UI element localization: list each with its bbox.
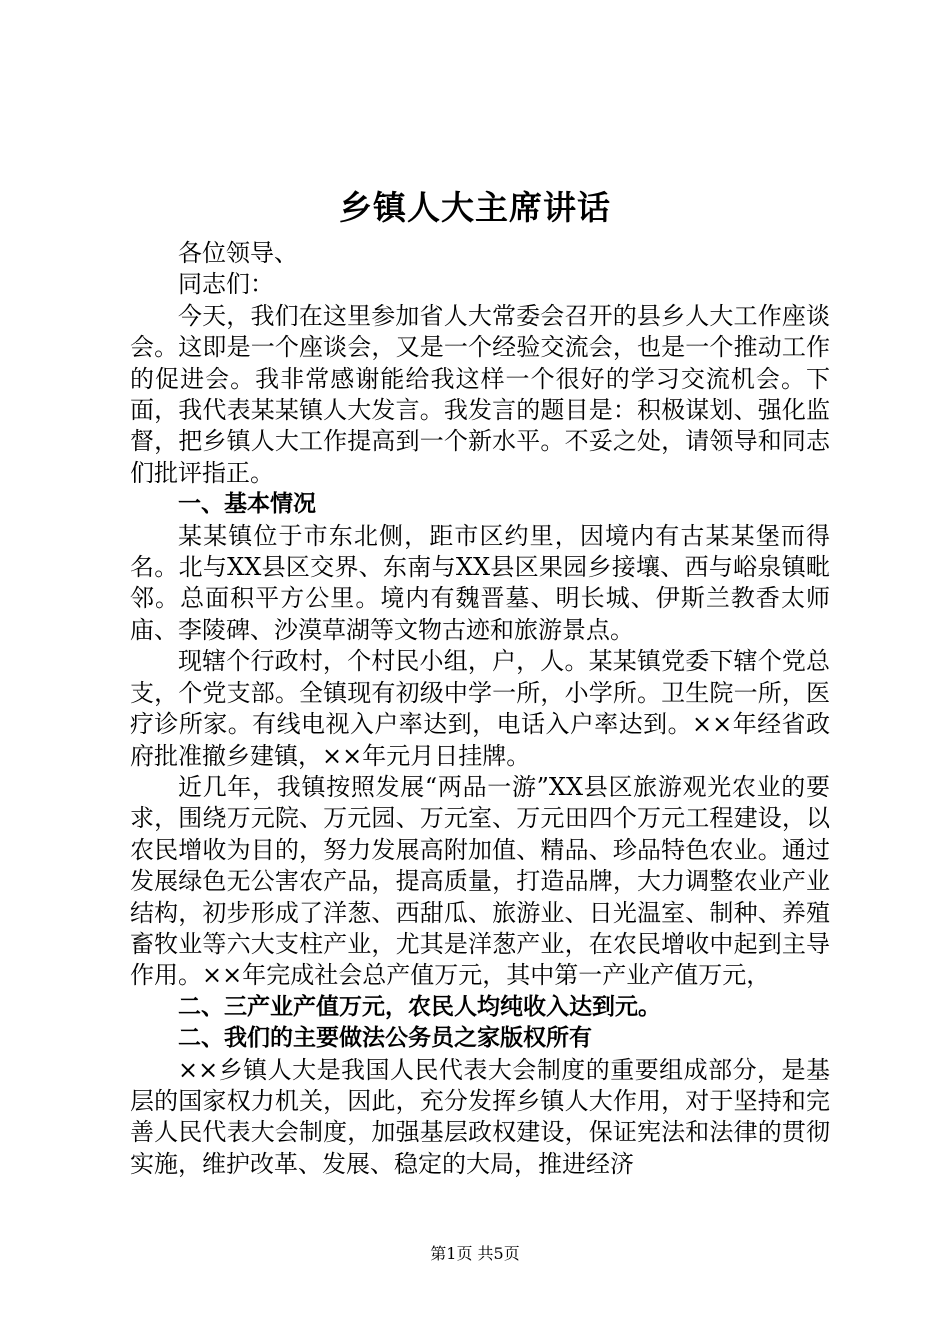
page-number: 第1页 共5页 <box>430 1244 520 1263</box>
document-body <box>130 238 830 1180</box>
section-heading-output: 二、三产业产值万元，农民人均纯收入达到元。 <box>178 993 661 1020</box>
basic-paragraph-admin: 现辖个行政村，个村民小组，户，人。某某镇党委下辖个党总支，个党支部。全镇现有初级中学一所，小学所。卫生院一所，医疗诊所家。有线电视入户率达到，电话入户率达到。××年经省政府批准撤乡建镇，××年元月日挂牌。 <box>130 647 830 770</box>
basic-paragraph-industry: 近几年，我镇按照发展“两品一游”XX县区旅游观光农业的要求，围绕万元院、万元园、万元室、万元田四个万元工程建设，以农民增收为目的，努力发展高附加值、精品、珍品特色农业。通过发展绿色无公害农产品，提高质量，打造品牌，大力调整农业产业结构，初步形成了洋葱、西甜瓜、旅游业、日光温室、制种、养殖畜牧业等六大支柱产业，尤其是洋葱产业，在农民增收中起到主导作用。××年完成社会总产值万元，其中第一产业产值万元， <box>130 772 830 990</box>
section-heading-basic: 一、基本情况 <box>178 491 316 518</box>
practice-paragraph: ××乡镇人大是我国人民代表大会制度的重要组成部分，是基层的国家权力机关，因此，充分发挥乡镇人大作用，对于坚持和完善人民代表大会制度，加强基层政权建设，保证宪法和法律的贯彻实施，维护改革、发展、稳定的大局，推进经济 <box>130 1055 830 1178</box>
salutation-line: 同志们： <box>178 270 274 299</box>
section-heading-practices: 二、我们的主要做法公务员之家版权所有 <box>178 1025 592 1052</box>
basic-paragraph-location: 某某镇位于市东北侧，距市区约里，因境内有古某某堡而得名。北与XX县区交界、东南与XX县区果园乡接壤、西与峪泉镇毗邻。总面积平方公里。境内有魏晋墓、明长城、伊斯兰教香太师庙、李陵碑、沙漠草湖等文物古迹和旅游景点。 <box>130 521 830 644</box>
salutation-line: 各位领导、 <box>178 239 298 267</box>
document-title: 乡镇人大主席讲话 <box>339 188 611 227</box>
intro-paragraph: 今天，我们在这里参加省人大常委会召开的县乡人大工作座谈会。这即是一个座谈会，又是一个经验交流会，也是一个推动工作的促进会。我非常感谢能给我这样一个很好的学习交流机会。下面，我代表某某镇人大发言。我发言的题目是：积极谋划、强化监督，把乡镇人大工作提高到一个新水平。不妥之处，请领导和同志们批评指正。 <box>130 301 830 487</box>
